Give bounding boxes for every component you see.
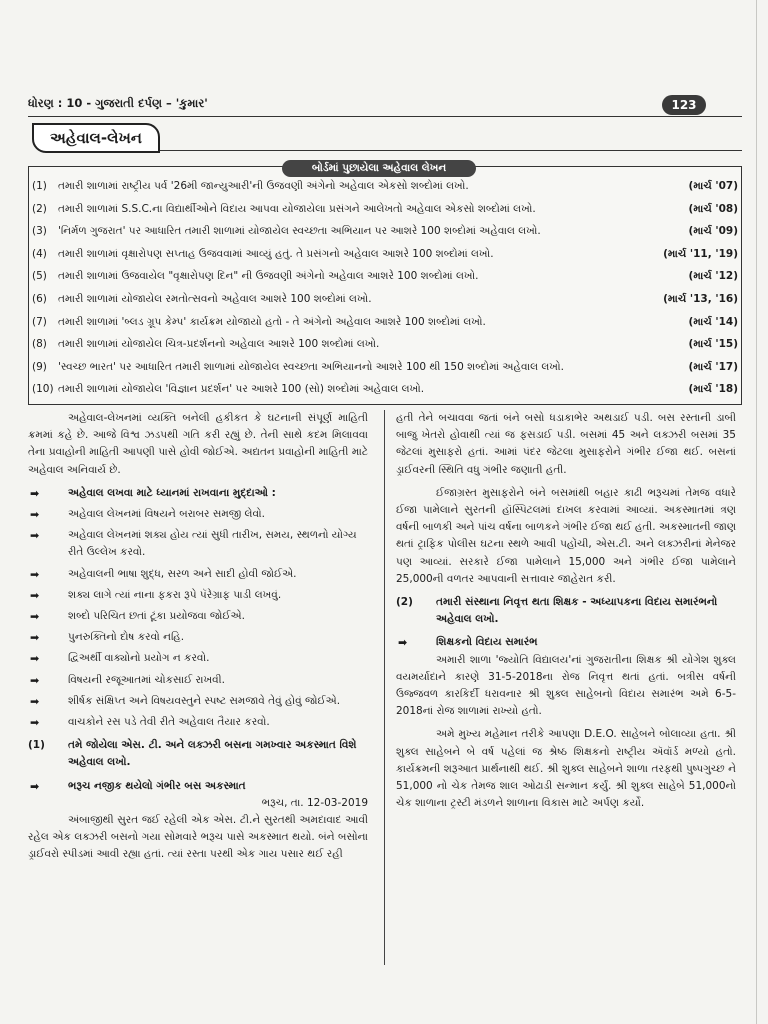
- board-question-num: (9): [32, 360, 47, 373]
- board-question-year: (માર્ચ '15): [688, 338, 738, 351]
- board-question-year: (માર્ચ '08): [688, 202, 738, 215]
- board-question-year: (માર્ચ '13, '16): [663, 293, 738, 305]
- point-item: [28, 566, 368, 583]
- arrow-icon: ➡: [30, 652, 40, 666]
- board-question-text: 'નિર્મળ ગુજરાત' પર આધારિત તમારી શાળામાં યોજાયેલ સ્વચ્છતા અભિયાન પર આશરે 100 શબ્દોમાં અહેવાલ લખો.: [58, 225, 541, 238]
- board-question-text: તમારી શાળામાં રાષ્ટ્રીય પર્વ '26મી જાન્યુઆરી'ની ઉજવણી અંગેનો અહેવાલ એકસો શબ્દોમાં લખો.: [58, 180, 469, 192]
- board-question: [32, 199, 738, 219]
- arrow-icon: ➡: [30, 588, 40, 602]
- point-item: [28, 629, 368, 646]
- board-question-year: (માર્ચ '18): [688, 383, 738, 396]
- board-question: [32, 289, 738, 309]
- question-2: [396, 594, 736, 628]
- arrow-icon: ➡: [30, 567, 40, 581]
- board-question-num: (4): [32, 247, 47, 260]
- arrow-icon: ➡: [30, 716, 40, 730]
- board-question-year: (માર્ચ '17): [688, 360, 738, 373]
- point-text: દ્વિઅર્થી વાક્યોનો પ્રયોગ ન કરવો.: [68, 652, 210, 665]
- point-text: શક્ય લાગે ત્યાં નાના ફકરા રૂપે પૅરેગ્રાફ પાડી લખવું.: [68, 588, 282, 601]
- question-2-heading: [396, 634, 736, 651]
- board-question-text: તમારી શાળામાં યોજાયેલ 'વિજ્ઞાન પ્રદર્શન' પર આશરે 100 (સો) શબ્દોમાં અહેવાલ લખો.: [58, 383, 425, 396]
- page-number: 123: [662, 95, 706, 115]
- board-question: [32, 221, 738, 241]
- board-question: [32, 244, 738, 264]
- question-1: [28, 737, 368, 771]
- board-question: [32, 266, 738, 286]
- point-text: શીર્ષક સંક્ષિપ્ત અને વિષયવસ્તુને સ્પષ્ટ સમજાવે તેવું હોવું જોઈએ.: [68, 694, 341, 707]
- point-item: [28, 672, 368, 689]
- board-questions-title: બોર્ડમાં પુછાયેલા અહેવાલ લેખન: [282, 160, 476, 177]
- question-1-text: તમે જોયેલા એસ. ટી. અને લક્ઝરી બસના ગમખ્વાર અકસ્માત વિશે અહેવાલ લખો.: [68, 739, 357, 769]
- points-list: [28, 506, 368, 731]
- board-question-year: (માર્ચ '14): [688, 315, 738, 328]
- left-column: [28, 410, 368, 864]
- header-rule: [28, 116, 742, 117]
- question-2-text: તમારી સંસ્થાના નિવૃત્ત થતા શિક્ષક - અધ્યાપકના વિદાય સમારંભનો અહેવાલ લખો.: [436, 596, 718, 626]
- point-text: પુનરુક્તિનો દોષ કરવો નહિ.: [68, 631, 185, 644]
- arrow-icon: ➡: [30, 610, 40, 624]
- board-question-num: (3): [32, 225, 47, 238]
- board-question-year: (માર્ચ '09): [688, 225, 738, 238]
- question-2-heading-text: શિક્ષકનો વિદાય સમારંભ: [436, 636, 538, 649]
- point-item: [28, 693, 368, 710]
- column-divider: [384, 410, 385, 965]
- point-item: [28, 527, 368, 561]
- point-item: [28, 714, 368, 731]
- section-title: અહેવાલ-લેખન: [32, 123, 160, 153]
- points-heading-text: અહેવાલ લખવા માટે ધ્યાનમાં રાખવાના મુદ્દાઓ :: [68, 486, 276, 499]
- right-column: [396, 410, 736, 812]
- board-question-num: (2): [32, 202, 47, 215]
- arrow-icon: ➡: [30, 779, 40, 793]
- point-text: વાચકોને રસ પડે તેવી રીતે અહેવાલ તૈયાર કરવો.: [68, 716, 270, 729]
- report-body-continued: હતી તેને બચાવવા જતાં બંને બસો ધડાકાભેર અથડાઈ પડી. બસ રસ્તાની ડાબી બાજુ ખેતરો હોવાથી ત્યાં જ ફસડાઈ પડી. બસમાં 45 અને લક્ઝરી બસમાં 35 જેટલાં મુસાફરો હતાં. આમાં પંદર જેટલા મુસાફરોને ગંભીર ઈજા થઈ. બસનાં ડ્રાઈવરની સ્થિતિ વધુ ગંભીર જણાતી હતી.: [396, 412, 736, 476]
- board-question-num: (7): [32, 315, 47, 328]
- point-item: [28, 650, 368, 667]
- board-question-num: (1): [32, 180, 47, 192]
- title-rule: [160, 150, 742, 151]
- point-item: [28, 608, 368, 625]
- board-question-num: (8): [32, 338, 47, 351]
- intro-paragraph: અહેવાલ-લેખનમાં વ્યક્તિ બનેલી હકીકત કે ઘટનાની સંપૂર્ણ માહિતી ક્રમમાં કહે છે. આજે વિશ્વ ઝડપથી ગતિ કરી રહ્યું છે. તેની સાથે કદમ મિલાવવા તેના પ્રવાહોની માહિતી આપણી પાસે હોવી જોઈએ. અદ્યતન પ્રવાહોની માહિતી માટે અહેવાલ અનિવાર્ય છે.: [28, 412, 368, 476]
- point-item: [28, 587, 368, 604]
- arrow-icon: ➡: [30, 508, 40, 522]
- arrow-icon: ➡: [30, 486, 40, 500]
- board-question-text: તમારી શાળામાં યોજાયેલ રમતોત્સવનો અહેવાલ આશરે 100 શબ્દોમાં લખો.: [58, 293, 372, 305]
- board-question: [32, 379, 738, 399]
- page-margin-line: [756, 0, 757, 1024]
- board-question-text: તમારી શાળામાં વૃક્ષારોપણ સપ્તાહ ઉજવવામાં આવ્યું હતું. તે પ્રસંગનો અહેવાલ આશરે 100 શબ્દોમાં લખો.: [58, 247, 494, 260]
- report-body-paragraph-2: ઈજાગ્રસ્ત મુસાફરોને બંને બસમાંથી બહાર કાઢી ભરૂચમાં તેમજ વધારે ઈજા પામેલાને સુરતની હૉસ્પિટલમાં દાખલ કરવામાં આવ્યાં. અકસ્માતમાં ત્રણ વર્ષની બાળકી અને પાંચ વર્ષના બાળકને ગંભીર ઈજા થઈ હતી. અકસ્માતની જાણ થતાં ટ્રાફિક પોલીસ ઘટના સ્થળે આવી પહોંચી, એસ.ટી. અને લક્ઝરીનાં મેનેજર પણ આવ્યાં. સરકારે ઈજા પામેલાને 15,000 અને ગંભીર ઈજા પામેલાને 25,000ની વળતર આપવાની સત્તાવાર જાહેરાત કરી.: [396, 486, 736, 585]
- board-question-year: (માર્ચ '11, '19): [663, 247, 738, 260]
- board-question-text: તમારી શાળામાં S.S.C.ના વિદ્યાર્થીઓને વિદાય આપવા યોજાયેલા પ્રસંગને આલેખતો અહેવાલ એકસો શબ્દોમાં લખો.: [58, 202, 536, 215]
- points-heading: [28, 485, 368, 502]
- question-1-number: (1): [28, 739, 45, 752]
- point-text: શબ્દો પરિચિત છતાં ટૂંકા પ્રયોજવા જોઈએ.: [68, 610, 245, 623]
- board-question-num: (10): [32, 383, 54, 396]
- question-1-heading-text: ભરૂચ નજીક થયેલો ગંભીર બસ અકસ્માત: [68, 779, 246, 792]
- arrow-icon: ➡: [30, 529, 40, 543]
- point-item: [28, 506, 368, 523]
- page-header: ધોરણ : 10 - ગુજરાતી દર્પણ – 'કુમાર': [28, 96, 208, 110]
- arrow-icon: ➡: [30, 673, 40, 687]
- question-2-number: (2): [396, 596, 413, 609]
- board-question-text: તમારી શાળામાં 'બ્લડ ગ્રૂપ કેમ્પ' કાર્યક્રમ યોજાયો હતો - તે અંગેનો અહેવાલ આશરે 100 શબ્દોમાં લખો.: [58, 315, 486, 328]
- board-question-num: (5): [32, 270, 47, 283]
- point-text: અહેવાલની ભાષા શુદ્ધ, સરળ અને સાદી હોવી જોઈએ.: [68, 567, 297, 580]
- board-question-num: (6): [32, 293, 47, 305]
- point-text: અહેવાલ લેખનમાં વિષયને બરાબર સમજી લેવો.: [68, 508, 265, 521]
- board-question: [32, 357, 738, 377]
- board-question: [32, 312, 738, 332]
- arrow-icon: ➡: [30, 694, 40, 708]
- board-question: [32, 334, 738, 354]
- board-question-text: 'સ્વચ્છ ભારત' પર આધારિત તમારી શાળામાં યોજાયેલ સ્વચ્છતા અભિયાનનો આશરે 100 થી 150 શબ્દોમાં અહેવાલ લખો.: [58, 360, 564, 373]
- report-date: ભરૂચ, તા. 12-03-2019: [261, 796, 368, 809]
- board-question-text: તમારી શાળામાં ઉજવાયેલ "વૃક્ષારોપણ દિન" ની ઉજવણી અંગેનો અહેવાલ આશરે 100 શબ્દોમાં લખો.: [58, 270, 479, 283]
- board-question-year: (માર્ચ '07): [688, 180, 738, 192]
- point-text: અહેવાલ લેખનમાં શક્ય હોય ત્યાં સુધી તારીખ, સમય, સ્થળનો યોગ્ય રીતે ઉલ્લેખ કરવો.: [68, 529, 357, 559]
- point-text: વિષયની રજૂઆતમાં ચોકસાઈ રાખવી.: [68, 673, 226, 686]
- farewell-paragraph-2: અમે મુખ્ય મહેમાન તરીકે આપણા D.E.O. સાહેબને બોલાવ્યા હતા. શ્રી શુક્લ સાહેબને બે વર્ષ પહેલાં જ શ્રેષ્ઠ શિક્ષકનો રાષ્ટ્રીય ઍવૉર્ડ મળ્યો હતો. કાર્યક્રમની શરૂઆત પ્રાર્થનાથી થઈ. શ્રી શુક્લ સાહેબને શાળા તરફથી પુષ્પગુચ્છ ને 51,000 નો ચેક તેમજ શાલ ઓઢાડી સન્માન કર્યું. શ્રી શુક્લ સાહેબે 51,000નો ચેક શાળાના ટ્રસ્ટી મંડળને શાળાના વિકાસ માટે અર્પણ કર્યો.: [396, 728, 736, 810]
- board-question: [32, 176, 738, 196]
- report-body-left: અંબાજીથી સુરત જઈ રહેલી એક એસ. ટી.ને સુરતથી અમદાવાદ આવી રહેલ એક લક્ઝરી બસનો ગયા સોમવારે ભરૂચ પાસે અકસ્માત થયો. બંને બસોના ડ્રાઈવરો સ્પીડમાં આવી રહ્યા હતાં. ત્યાં રસ્તા પરથી એક ગાય પસાર થઈ રહી: [28, 814, 368, 861]
- arrow-icon: ➡: [30, 631, 40, 645]
- question-1-heading: [28, 778, 368, 795]
- board-question-year: (માર્ચ '12): [688, 270, 738, 283]
- board-question-text: તમારી શાળામાં યોજાયેલ ચિત્ર-પ્રદર્શનનો અહેવાલ આશરે 100 શબ્દોમાં લખો.: [58, 338, 380, 351]
- farewell-paragraph-1: અમારી શાળા 'જ્યોતિ વિદ્યાલય'નાં ગુજરાતીના શિક્ષક શ્રી યોગેશ શુક્લ વયમર્યાદાને કારણે 31-5-2018ના રોજ નિવૃત્ત થતાં હતાં. બત્રીસ વર્ષની ઉજ્જવળ કારકિર્દી ધરાવનાર શ્રી શુક્લ સાહેબનો વિદાય સમારંભ અમે 6-5-2018નાં રોજ શાળામાં રાખ્યો હતો.: [396, 653, 736, 718]
- arrow-icon: ➡: [398, 636, 408, 650]
